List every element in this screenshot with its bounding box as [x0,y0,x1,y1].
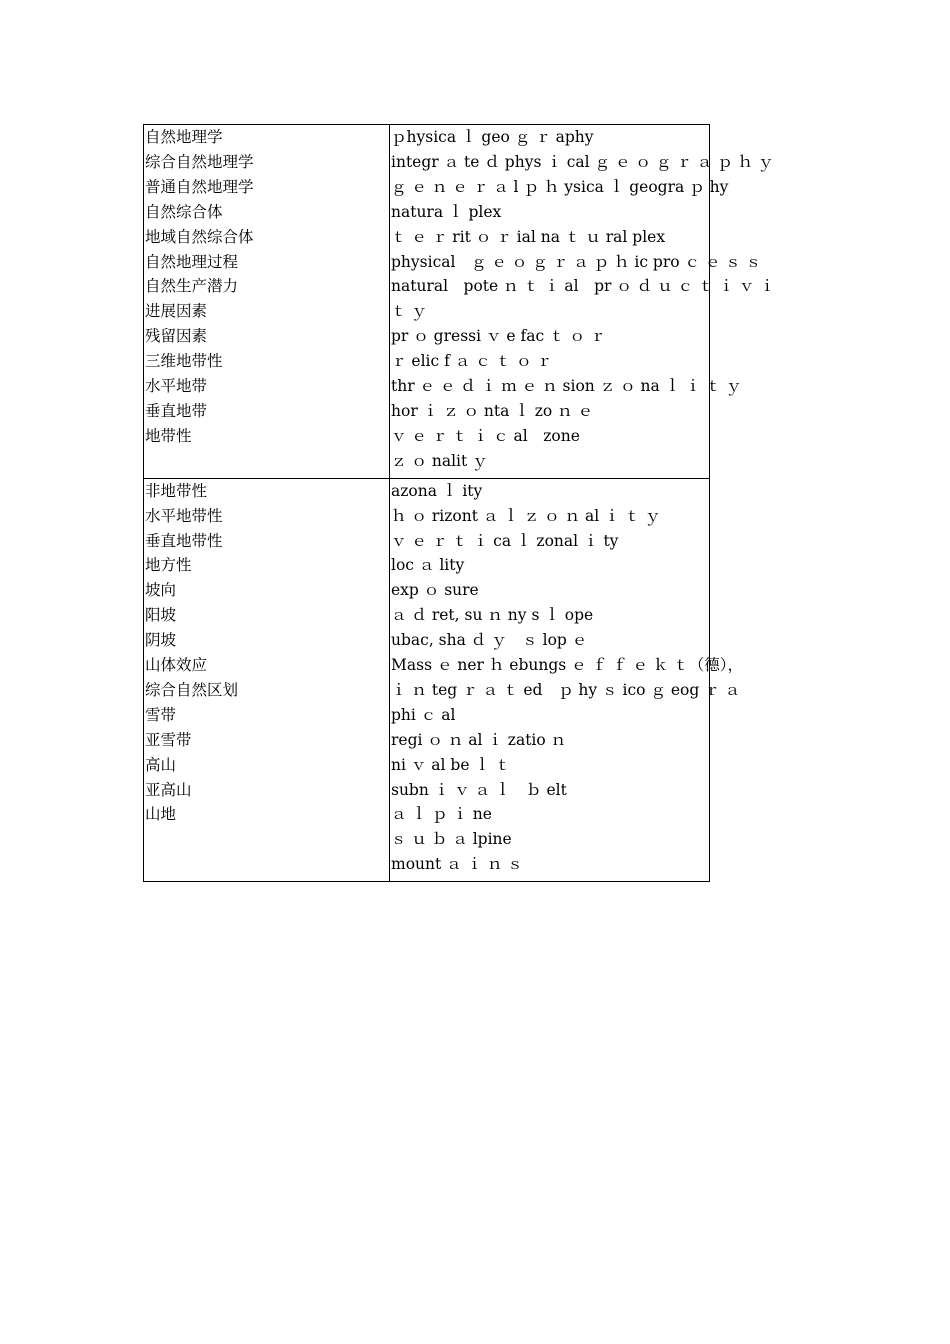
chinese-term: 非地带性 [145,481,208,500]
chinese-term: 阳坡 [145,606,177,625]
chinese-term: 残留因素 [145,327,208,346]
english-term-line: ｚ ｏ nalit ｙ [391,451,488,470]
english-term-line: pr ｏ gressi ｖ e fac ｔ ｏ ｒ [391,327,606,346]
chinese-term: 山地 [145,805,177,824]
english-term-line: ｓ ｕ ｂ ａ lpine [391,830,512,849]
chinese-term: 地域自然综合体 [145,227,254,246]
english-term-line: regi ｏ ｎ al ｉ zatio ｎ [391,730,567,749]
english-term-line: ni ｖ al be ｌ ｔ [391,755,511,774]
english-term-line: ｖ ｅ ｒ ｔ ｉ ｃ al zone [391,426,580,445]
chinese-term: 高山 [145,755,177,774]
english-term-line: exp ｏ sure [391,581,479,600]
chinese-term: 自然地理过程 [145,252,239,271]
english-term-line: ｉ ｎ teg ｒ ａ ｔ ed ｐ hy ｓ ico ｇ eog ｒ ａ [391,680,741,699]
english-term-line: ｖ ｅ ｒ ｔ ｉ ca ｌ zonal ｉ ty [391,531,619,550]
chinese-term: 综合自然区划 [145,680,239,699]
english-term-line: ａ ｄ ret, su ｎ ny s ｌ ope [391,606,594,625]
chinese-term: 三维地带性 [145,352,223,371]
chinese-term: 进展因素 [145,302,208,321]
chinese-term: 垂直地带 [145,401,208,420]
chinese-term: 阴坡 [145,631,177,650]
english-term-line: hor ｉ ｚ ｏ nta ｌ zo ｎ ｅ [391,401,594,420]
english-term-line: loc ａ lity [391,556,465,575]
english-term-line: natura ｌ plex [391,202,502,221]
english-term-line: ａ ｌ ｐ ｉ ne [391,805,492,824]
glossary-table [143,124,775,882]
chinese-term: 山体效应 [145,656,208,675]
chinese-term: 雪带 [145,705,177,724]
english-term-line: thr ｅ ｅ ｄ ｉ ｍ ｅ ｎ sion ｚ ｏ na ｌ ｉ ｔ ｙ [391,377,742,396]
chinese-term: 水平地带性 [145,506,223,525]
chinese-term: 普通自然地理学 [145,177,254,196]
chinese-term: 垂直地带性 [145,531,223,550]
english-term-line: ｔ ｅ ｒ rit ｏ ｒ ial na ｔ ｕ ral plex [391,227,666,246]
english-term-line: subn ｉ ｖ ａ ｌ ｂ elt [391,780,567,799]
english-term-line: natural pote ｎ ｔ ｉ al pr ｏ ｄ ｕ ｃ ｔ ｉ ｖ ｉ [391,277,775,296]
english-term-line: mount ａ ｉ ｎ ｓ [391,855,523,874]
english-term-line: ubac, sha ｄ ｙ ｓ lop ｅ [391,631,588,650]
english-term-line: ｒ elic f ａ ｃ ｔ ｏ ｒ [391,352,552,371]
chinese-term: 亚雪带 [145,730,192,749]
english-term-line: ｇ ｅ ｎ ｅ ｒ ａ l ｐ ｈ ysica ｌ geogra ｐ hy [391,177,729,196]
english-term-line: Mass ｅ ner ｈ ebungs ｅ ｆ ｆ ｅ ｋ ｔ（德）， [391,656,744,675]
english-term-line: integr ａ te ｄ phys ｉ cal ｇ ｅ ｏ ｇ ｒ ａ ｐ ｈ ｙ [391,152,774,171]
chinese-terms-cell [144,125,390,479]
english-terms-cell [390,125,775,479]
chinese-term: 地方性 [145,556,192,575]
english-terms-cell [390,478,744,882]
english-term-line: phi ｃ al [391,705,456,724]
chinese-term: 自然地理学 [145,128,223,146]
chinese-term: 坡向 [145,581,177,600]
glossary-section-2 [144,478,710,882]
chinese-term: 综合自然地理学 [145,152,254,171]
chinese-term: 水平地带 [145,377,208,396]
chinese-term: 自然综合体 [145,202,223,221]
english-term-line: ｔ ｙ [391,302,427,321]
chinese-term: 亚高山 [145,780,192,799]
english-term-line: physical ｇ ｅ ｏ ｇ ｒ ａ ｐ ｈ ic pro ｃ ｅ ｓ ｓ [391,252,762,271]
chinese-terms-cell [144,478,390,882]
english-term-line: azona ｌ ity [391,481,483,500]
chinese-term: 地带性 [145,426,192,445]
glossary-section-1 [144,125,710,479]
chinese-term: 自然生产潜力 [145,277,239,296]
english-term-line: ｈ ｏ rizont ａ ｌ ｚ ｏ ｎ al ｉ ｔ ｙ [391,506,661,525]
english-term-line: ｐhysica ｌ geo ｇ ｒ aphy [391,128,594,146]
